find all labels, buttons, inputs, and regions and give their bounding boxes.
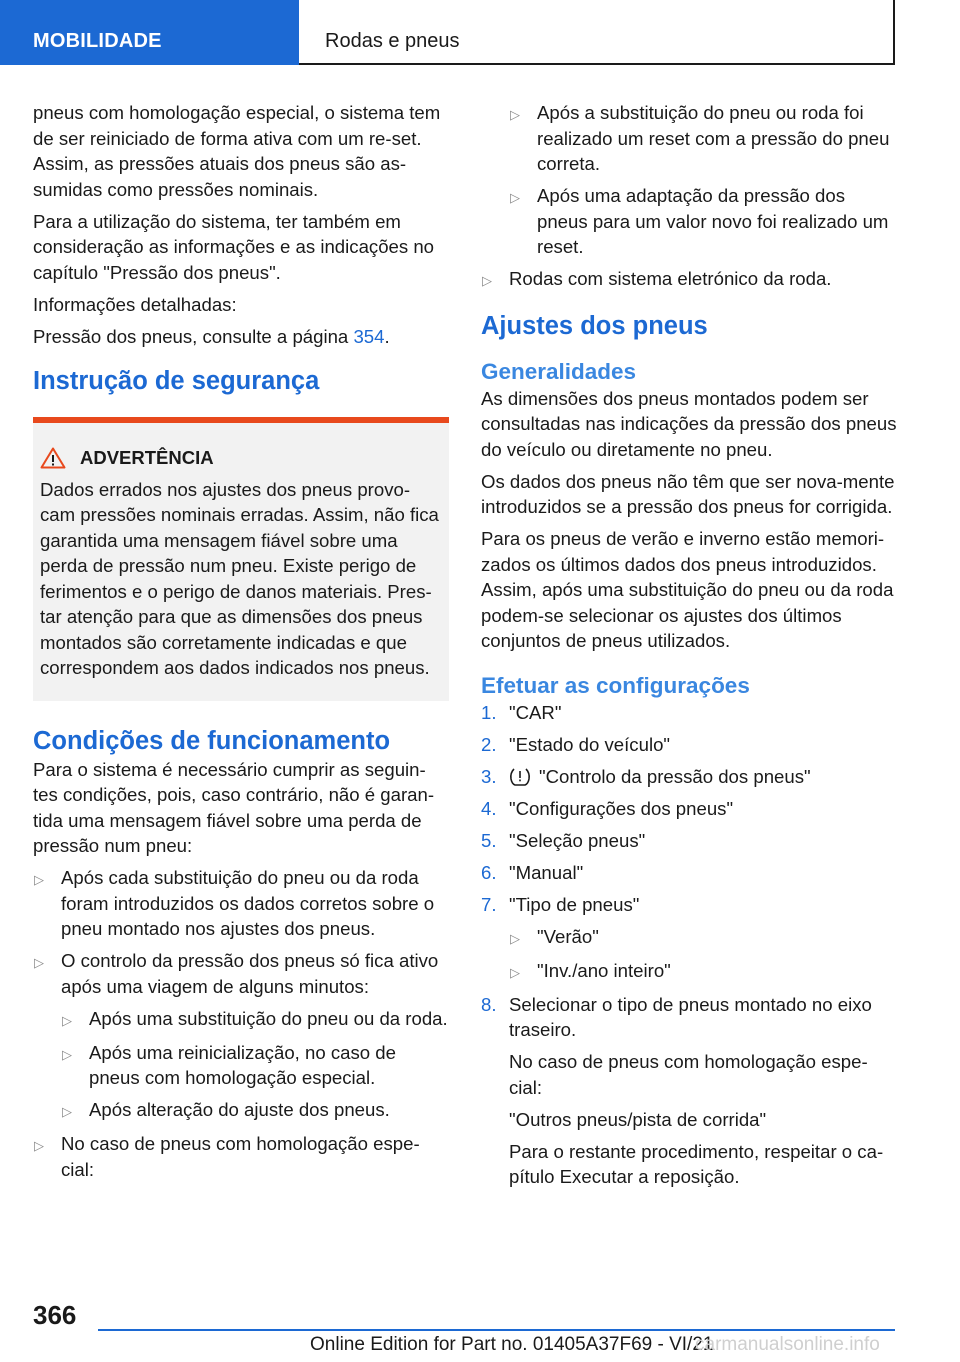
footer-divider <box>98 1329 895 1331</box>
paragraph: No caso de pneus com homologação espe-cial: <box>509 1051 868 1098</box>
warning-title: ADVERTÊNCIA <box>80 447 214 468</box>
paragraph: Para a utilização do sistema, ter também em consideração as informações e as indicações no capítulo "Pressão dos pneus". <box>33 210 435 283</box>
list-item-text: O controlo da pressão dos pneus só fica ativo após uma viagem de alguns minutos: <box>61 950 439 997</box>
list-item <box>61 1097 449 1125</box>
bullet-triangle-icon: ▷ <box>510 930 520 946</box>
step-text: "Controlo da pressão dos pneus" <box>539 765 811 787</box>
step-text: "Estado do veículo" <box>509 733 671 755</box>
step-text: "Configurações dos pneus" <box>509 797 734 819</box>
list-item <box>509 924 897 952</box>
step-text: Selecionar o tipo de pneus montado no eixo traseiro. <box>509 993 872 1040</box>
heading-safety: Instrução de segurança <box>33 367 320 395</box>
paragraph-text: Pressão dos pneus, consulte a página <box>33 325 354 347</box>
watermark: carmanualsonline.info <box>695 1334 880 1355</box>
section-title: MOBILIDADE <box>33 30 162 52</box>
chapter-tab <box>311 0 895 65</box>
step-item <box>481 764 897 790</box>
right-column <box>481 100 897 1196</box>
page-number: 366 <box>33 1300 77 1330</box>
list-item-text: Após alteração do ajuste dos pneus. <box>89 1099 390 1120</box>
header-divider <box>299 63 311 65</box>
list-item <box>61 1006 449 1034</box>
warning-header <box>40 445 441 471</box>
list-item <box>33 948 449 999</box>
tire-pressure-warning-icon <box>509 767 531 787</box>
bullet-triangle-icon: ▷ <box>510 107 520 122</box>
step-item <box>481 828 897 854</box>
paragraph <box>33 324 449 350</box>
step-number: 4. <box>481 797 497 819</box>
left-column <box>33 100 449 1189</box>
step-item <box>481 992 897 1043</box>
step-number: 8. <box>481 993 497 1015</box>
list-item <box>61 1040 449 1091</box>
edition-text: Online Edition for Part no. 01405A37F69 - VI/21 <box>310 1334 714 1355</box>
section-tab <box>0 0 299 65</box>
paragraph: As dimensões dos pneus montados podem ser consultadas nas indicações da pressão dos pneus do veículo ou diretamente no pneu. <box>481 387 897 460</box>
step-text: "Tipo de pneus" <box>509 893 640 915</box>
bullet-triangle-icon: ▷ <box>482 273 492 288</box>
bullet-triangle-icon: ▷ <box>34 955 44 970</box>
step-number: 5. <box>481 829 497 851</box>
bullet-triangle-icon: ▷ <box>62 1046 72 1062</box>
paragraph: Informações detalhadas: <box>33 293 237 315</box>
list-item <box>33 1131 449 1182</box>
list-item-text: "Inv./ano inteiro" <box>537 959 671 981</box>
list-item-text: Após uma adaptação da pressão dos pneus para um valor novo foi realizado um reset. <box>537 185 889 257</box>
paragraph: Para o sistema é necessário cumprir as seguin-tes condições, pois, caso contrário, não é garan-tida uma mensagem fiável sobre uma perda de pressão num pneu: <box>33 758 435 856</box>
list-item-text: Após uma substituição do pneu ou da roda. <box>89 1007 448 1029</box>
list-item <box>481 266 897 294</box>
heading-conditions: Condições de funcionamento <box>33 726 391 755</box>
step-number: 3. <box>481 765 497 787</box>
warning-box <box>33 417 449 701</box>
step-number: 6. <box>481 861 497 883</box>
paragraph: Os dados dos pneus não têm que ser nova-mente introduzidos se a pressão dos pneus for corrigida. <box>481 470 895 517</box>
list-item <box>509 100 897 177</box>
chapter-title: Rodas e pneus <box>325 30 460 52</box>
warning-triangle-icon <box>40 447 66 469</box>
step-item <box>481 892 897 918</box>
step-number: 2. <box>481 733 497 755</box>
list-item-text: "Verão" <box>537 925 599 947</box>
paragraph-text: . <box>384 325 390 347</box>
list-item <box>509 958 897 986</box>
step-text: "Manual" <box>509 861 584 883</box>
list-item <box>509 183 897 260</box>
bullet-triangle-icon: ▷ <box>34 1138 44 1153</box>
step-item <box>481 732 897 758</box>
heading-config: Efetuar as configurações <box>481 672 750 698</box>
paragraph: Para os pneus de verão e inverno estão memori-zados os últimos dados dos pneus introduzidos. Assim, após uma substituição do pneu ou da roda podem-se selecionar os ajustes dos últimos conjuntos de pneus utilizados. <box>481 528 894 651</box>
list-item-text: Rodas com sistema eletrónico da roda. <box>509 268 832 289</box>
list-item-text: No caso de pneus com homologação espe-cial: <box>61 1133 420 1180</box>
heading-general: Generalidades <box>481 358 637 384</box>
step-item <box>481 700 897 726</box>
step-number: 7. <box>481 893 497 915</box>
step-number: 1. <box>481 701 497 723</box>
heading-adjust: Ajustes dos pneus <box>481 311 708 340</box>
page-link[interactable]: 354 <box>353 325 385 347</box>
list-item-text: Após cada substituição do pneu ou da roda foram introduzidos os dados corretos sobre o pneu montado nos ajustes dos pneus. <box>61 867 435 939</box>
paragraph: "Outros pneus/pista de corrida" <box>509 1108 767 1130</box>
bullet-triangle-icon: ▷ <box>62 1104 72 1119</box>
bullet-triangle-icon: ▷ <box>510 964 520 980</box>
list-item-text: Após uma reinicialização, no caso de pneus com homologação especial. <box>89 1041 396 1088</box>
list-item-text: Após a substituição do pneu ou roda foi realizado um reset com a pressão do pneu correta. <box>537 102 890 174</box>
bullet-triangle-icon: ▷ <box>34 872 44 887</box>
step-item <box>481 860 897 886</box>
bullet-triangle-icon: ▷ <box>62 1012 72 1028</box>
step-text: "CAR" <box>509 701 562 723</box>
step-item <box>481 796 897 822</box>
warning-text: Dados errados nos ajustes dos pneus provo-cam pressões nominais erradas. Assim, não fica garantida uma mensagem fiável sobre uma perda de pressão num pneu. Existe perigo de ferimentos e o perigo de danos materiais. Pres-tar atenção para que as dimensões dos pneus montados são corretamente indicadas e que correspondem aos dados indicados nos pneus. <box>40 478 439 678</box>
step-text: "Seleção pneus" <box>509 829 646 851</box>
bullet-triangle-icon: ▷ <box>510 190 520 205</box>
paragraph: pneus com homologação especial, o sistema tem de ser reiniciado de forma ativa com um re-set. Assim, as pressões atuais dos pneus são as-sumidas como pressões nominais. <box>33 102 441 200</box>
list-item <box>33 865 449 942</box>
paragraph: Para o restante procedimento, respeitar o ca-pítulo Executar a reposição. <box>509 1140 884 1187</box>
